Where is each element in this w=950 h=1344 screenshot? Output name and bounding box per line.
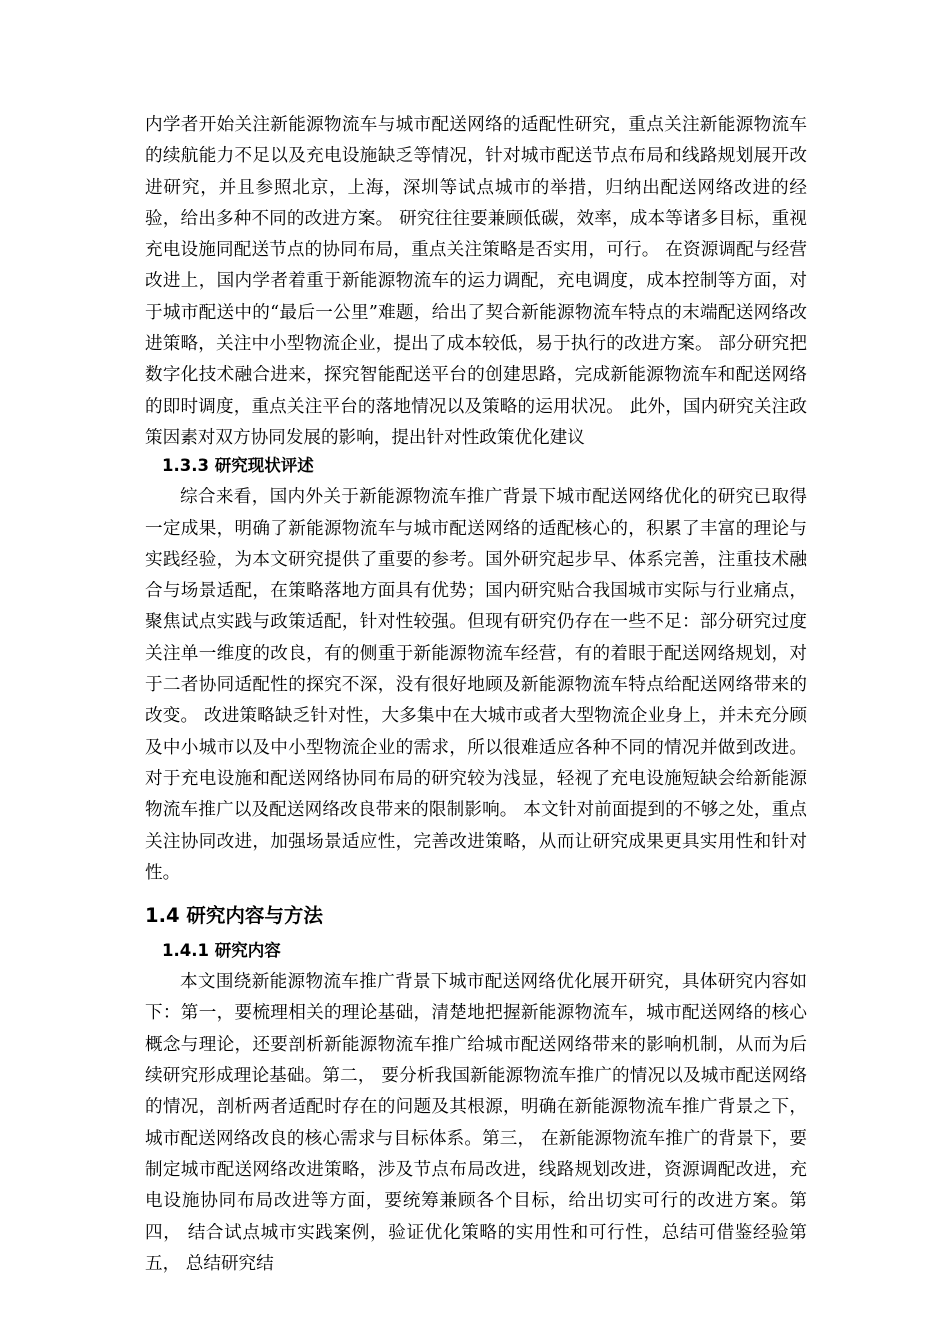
- paragraph-research-content: 本文围绕新能源物流车推广背景下城市配送网络优化展开研究，具体研究内容如下：第一，要梳理相关的理论基础，清楚地把握新能源物流车，城市配送网络的核心概念与理论，还要剖析新能源物流车推广给城市配送网络带来的影响机制，从而为后续研究形成理论基础。第二， 要分析我国新能源物流车推广的情况以及城市配送网络的情况，剖析两者适配时存在的问题及其根源，明确在新能源物流车推广背景之下，城市配送网络改良的核心需求与目标体系。第三， 在新能源物流车推广的背景下，要制定城市配送网络改进策略，涉及节点布局改进，线路规划改进，资源调配改进，充电设施协同布局改进等方面，要统筹兼顾各个目标，给出切实可行的改进方案。第四， 结合试点城市实践案例，验证优化策略的实用性和可行性，总结可借鉴经验第五， 总结研究结: [145, 972, 807, 1274]
- document-body: [145, 110, 807, 1280]
- section-heading-1-3-3: 1.3.3 研究现状评述: [162, 456, 314, 476]
- paragraph-domestic-research: 内学者开始关注新能源物流车与城市配送网络的适配性研究，重点关注新能源物流车的续航能力不足以及充电设施缺乏等情况，针对城市配送节点布局和线路规划展开改进研究，并且参照北京，上海，深圳等试点城市的举措，归纳出配送网络改进的经验，给出多种不同的改进方案。 研究往往要兼顾低碳，效率，成本等诸多目标，重视充电设施同配送节点的协同布局，重点关注策略是否实用，可行。 在资源调配与经营改进上，国内学者着重于新能源物流车的运力调配，充电调度，成本控制等方面，对于城市配送中的“最后一公里”难题，给出了契合新能源物流车特点的末端配送网络改进策略，关注中小型物流企业，提出了成本较低，易于执行的改进方案。 部分研究把数字化技术融合进来，探究智能配送平台的创建思路，完成新能源物流车和配送网络的即时调度，重点关注平台的落地情况以及策略的运用状况。 此外，国内研究关注政策因素对双方协同发展的影响，提出针对性政策优化建议: [145, 115, 807, 448]
- section-heading-1-4: 1.4 研究内容与方法: [145, 904, 323, 928]
- paragraph-research-review: 综合来看，国内外关于新能源物流车推广背景下城市配送网络优化的研究已取得一定成果，明确了新能源物流车与城市配送网络的适配核心的，积累了丰富的理论与实践经验，为本文研究提供了重要的参考。国外研究起步早、体系完善，注重技术融合与场景适配，在策略落地方面具有优势；国内研究贴合我国城市实际与行业痛点，聚焦试点实践与政策适配，针对性较强。但现有研究仍存在一些不足：部分研究过度关注单一维度的改良，有的侧重于新能源物流车经营，有的着眼于配送网络规划，对于二者协同适配性的探究不深，没有很好地顾及新能源物流车特点给配送网络带来的改变。 改进策略缺乏针对性，大多集中在大城市或者大型物流企业身上，并未充分顾及中小城市以及中小型物流企业的需求，所以很难适应各种不同的情况并做到改进。 对于充电设施和配送网络协同布局的研究较为浅显，轻视了充电设施短缺会给新能源物流车推广以及配送网络改良带来的限制影响。 本文针对前面提到的不够之处，重点关注协同改进，加强场景适应性，完善改进策略，从而让研究成果更具实用性和针对性。: [145, 487, 807, 883]
- section-heading-1-4-1: 1.4.1 研究内容: [162, 941, 281, 961]
